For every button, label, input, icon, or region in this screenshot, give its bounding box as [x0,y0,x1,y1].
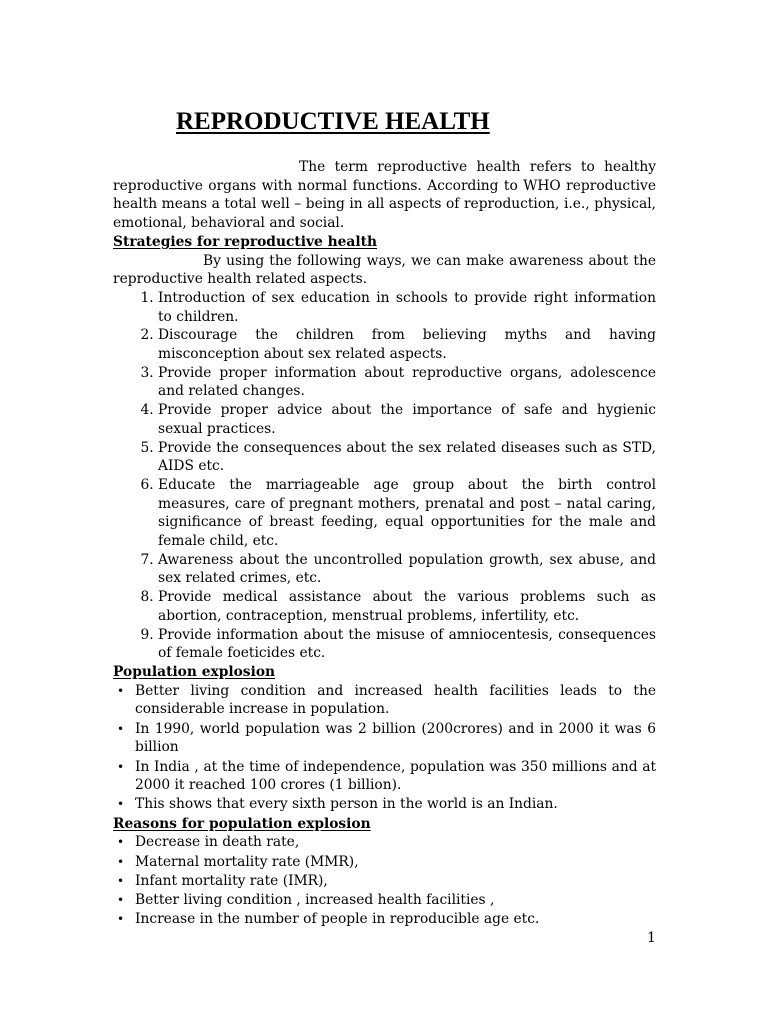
list-item [117,891,656,910]
bullet-icon: • [117,873,125,888]
list-item-text: This shows that every sixth person in the world is an Indian. [135,796,558,813]
bullet-icon: • [117,835,125,850]
reasons-list [113,833,656,929]
list-item-text: In India , at the time of independence, population was 350 millions and at 2000 it reached 100 crores (1 billion). [135,758,656,794]
bullet-icon: • [117,683,125,698]
bullet-icon: • [117,854,125,869]
list-item-text: Decrease in death rate, [135,834,300,851]
list-item-text: In 1990, world population was 2 billion (200crores) and in 2000 it was 6 billion [135,720,656,756]
bullet-icon: • [117,912,125,927]
reasons-heading: Reasons for population explosion [113,815,371,832]
list-item: 8. Provide medical assistance about the various problems such as abortion, contraception, menstrual problems, infertility, etc. [158,588,656,625]
list-item: 2. Discourage the children from believing myths and having misconception about sex related aspects. [158,326,656,363]
intro-paragraph: The term reproductive health refers to healthy reproductive organs with normal functions. According to WHO reproductive health means a total well – being in all aspects of reproduction, i.e., physical, emotional, behavioral and social. [113,159,656,232]
list-item [117,910,656,929]
list-item: 7. Awareness about the uncontrolled population growth, sex abuse, and sex related crimes, etc. [158,551,656,588]
list-item [117,853,656,872]
list-item: 1. Introduction of sex education in schools to provide right information to children. [158,289,656,326]
bullet-icon: • [117,797,125,812]
strategies-heading: Strategies for reproductive health [113,233,377,250]
list-item-text: Better living condition , increased health facilities , [135,891,495,908]
list-item [117,795,656,814]
list-item [117,833,656,852]
page-title: REPRODUCTIVE HEALTH [176,108,490,135]
strategies-list [113,289,656,663]
list-item [117,872,656,891]
population-explosion-list [113,682,656,814]
bullet-icon: • [117,892,125,907]
bullet-icon: • [117,759,125,774]
list-item [117,682,656,719]
list-item: 3. Provide proper information about reproductive organs, adolescence and related changes. [158,364,656,401]
document-body [113,158,656,929]
list-item: 6. Educate the marriageable age group about the birth control measures, care of pregnant mothers, prenatal and post – natal caring, significance of breast feeding, equal opportunities for the male and female child, etc. [158,476,656,551]
page-number: 1 [647,930,656,946]
list-item-text: Maternal mortality rate (MMR), [135,853,359,870]
list-item: 5. Provide the consequences about the sex related diseases such as STD, AIDS etc. [158,439,656,476]
strategies-lead: By using the following ways, we can make awareness about the reproductive health related aspects. [113,252,656,288]
list-item-text: Better living condition and increased health facilities leads to the considerable increase in population. [135,682,656,718]
list-item-text: Increase in the number of people in reproducible age etc. [135,911,540,928]
list-item: 9. Provide information about the misuse of amniocentesis, consequences of female foeticides etc. [158,626,656,663]
list-item-text: Infant mortality rate (IMR), [135,872,328,889]
list-item [117,758,656,795]
population-explosion-heading: Population explosion [113,663,276,680]
bullet-icon: • [117,721,125,736]
list-item [117,720,656,757]
list-item: 4. Provide proper advice about the importance of safe and hygienic sexual practices. [158,401,656,438]
